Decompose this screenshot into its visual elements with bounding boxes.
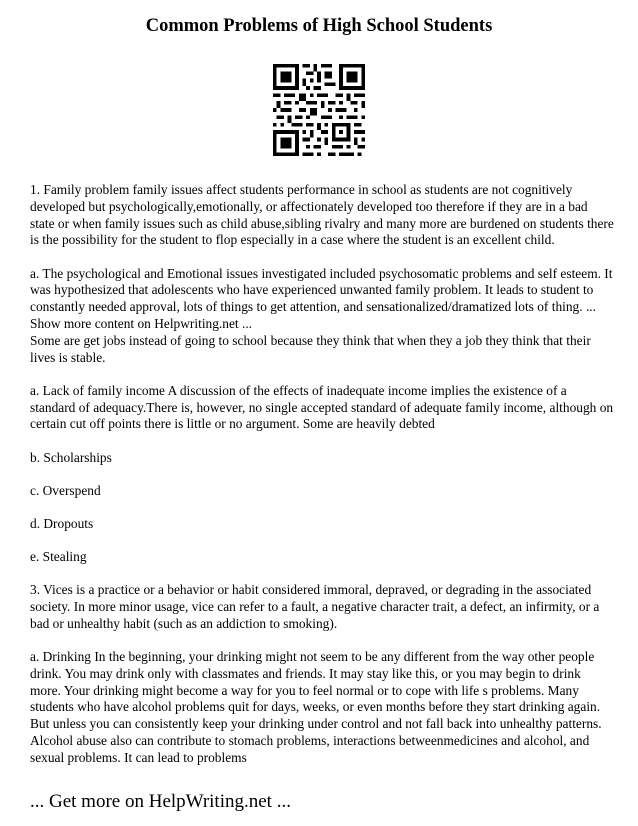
- paragraph-psychological-issues: a. The psychological and Emotional issues investigated included psychosomatic problems and self esteem. It was hypothesized that adolescents who have experienced unwanted family problem. It leads to student to constantly needed approval, lots of things to get attention, and sensationalized/dramatized lots of thing. ... Show more content on Helpwriting.net ...: [30, 265, 613, 331]
- paragraph-family-income: a. Lack of family income A discussion of the effects of inadequate income implies the existence of a standard of adequacy.There is, however, no single accepted standard of adequate family income, although on certain cut off points there is little or no argument. Some are heavily debted: [30, 382, 614, 432]
- document-title: Common Problems of High School Students: [145, 16, 493, 36]
- list-item-overspend: c. Overspend: [30, 482, 101, 498]
- paragraph-family-problem: 1. Family problem family issues affect students performance in school as students are not cognitively developed but psychologically,emotionally, or affectionately developed too therefore if they are in a bad state or when family issues such as child abuse,sibling rivalry and many more are burdened on students there is the possibility for the student to flop especially in a case where the student is an excellent child.: [30, 182, 614, 248]
- paragraph-drinking: a. Drinking In the beginning, your drinking might not seem to be any different from the way other people drink. You may drink only with classmates and friends. It may stay like this, or you may begin to drink more. Your drinking might become a way for you to feel normal or to cope with life s problems. Many students who have alcohol problems quit for days, weeks, or even months before they start drinking again. But unless you can consistently keep your drinking under control and not fall back into unhealthy patterns. Alcohol abuse also can contribute to stomach problems, interactions betweenmedicines and alcohol, and sexual problems. It can lead to problems: [30, 649, 602, 765]
- paragraph-jobs: Some are get jobs instead of going to school because they think that when they a job they think that their lives is stable.: [30, 332, 591, 365]
- list-item-dropouts: d. Dropouts: [30, 515, 94, 531]
- document-body: [30, 182, 614, 783]
- qr-code-icon: [273, 64, 365, 156]
- list-item-scholarships: b. Scholarships: [30, 449, 112, 465]
- paragraph-vices: 3. Vices is a practice or a behavior or habit considered immoral, depraved, or degrading in the associated society. In more minor usage, vice can refer to a fault, a negative character trait, a defect, an infirmity, or a bad or unhealthy habit (such as an addiction to smoking).: [30, 582, 600, 631]
- list-item-stealing: e. Stealing: [30, 549, 87, 565]
- footer-link[interactable]: ... Get more on HelpWriting.net ...: [30, 791, 291, 812]
